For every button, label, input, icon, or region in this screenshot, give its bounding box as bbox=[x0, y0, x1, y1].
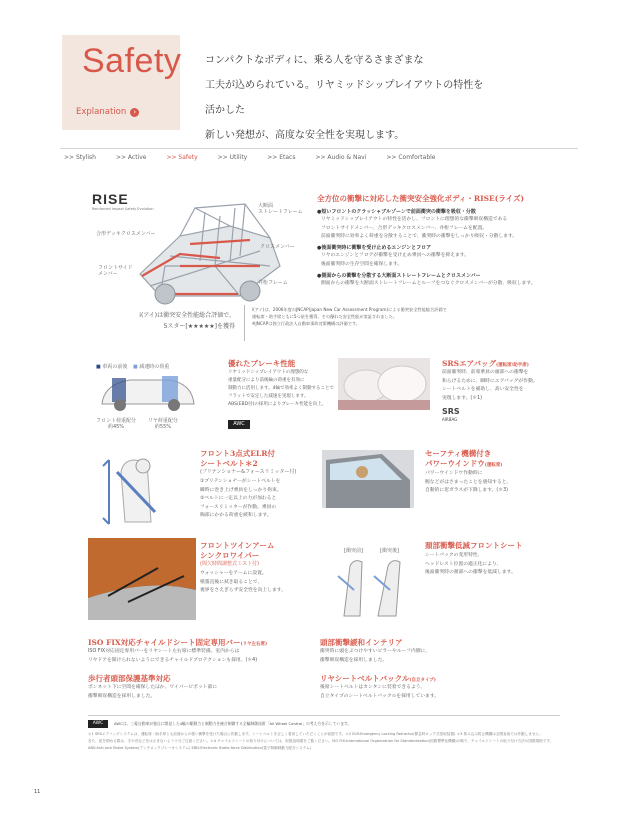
intro-line: コンパクトなボディに、乗る人を守るさまざまな bbox=[205, 55, 424, 66]
front-weight-ratio: フロント荷重配分 約45% bbox=[96, 418, 137, 430]
awc-badge: AWC bbox=[228, 420, 250, 429]
nav-item-audio-navi[interactable]: >> Audio & Navi bbox=[315, 154, 367, 161]
rise-subtitle: Reinforced Impact Safety Evolution bbox=[92, 207, 154, 211]
ncap-line-1: i(アイ)は衝突安全性能総合評価で、 bbox=[139, 312, 235, 319]
pedestrian-title: 歩行者頭部保護基準対応 bbox=[88, 674, 171, 683]
footer-awc-badge: AWC bbox=[88, 720, 108, 728]
rise-text-front: リヤミッドシップレイアウトの特性を活かし、フロントに理想的な衝撃吸収構造である フロントサイドメンバー、合形デッキクロスメンバー、井桁フレームを配置。 前面衝突時に効率よく荷重を分散することで、衝突時の衝撃をしっかり吸収・分散します。 bbox=[321, 217, 518, 239]
weight-distribution-illustration bbox=[92, 372, 202, 414]
nav-item-utility[interactable]: >> Utility bbox=[217, 154, 248, 161]
seatbelt-illustration bbox=[95, 452, 185, 530]
airbag-title-sub: (運転席/助手席) bbox=[495, 363, 529, 368]
legend-marker-light-icon: ■ bbox=[132, 364, 138, 370]
headrest-text: シートバックの変形特性、 ヘッドレスト位置の適正化により、 後面衝突時の頚部への衝撃を低減します。 bbox=[425, 553, 516, 575]
isofix-title-sub: (リヤ左右席) bbox=[240, 642, 268, 647]
ncap-rating bbox=[85, 310, 235, 332]
wiper-subtitle: (間欠時間調整式ミスト付) bbox=[200, 561, 259, 567]
srs-logo-sub: AIRBAG bbox=[442, 417, 458, 422]
airbag-photo bbox=[338, 358, 430, 410]
brake-legend bbox=[96, 364, 169, 370]
footer-divider bbox=[88, 715, 560, 716]
page-title: Safety bbox=[82, 42, 182, 80]
seatbelt-subtitle: (プリテンショナー&フォースリミッター付) bbox=[200, 469, 297, 475]
wiper-title-2: シンクロワイパー bbox=[200, 551, 260, 560]
brake-title: 優れたブレーキ性能 bbox=[228, 359, 296, 368]
airbag-title bbox=[442, 358, 529, 369]
interior-text: 衝突時に頭をぶつけやすいピラーやルーフ内側に、 衝撃吸収構造を採用しました。 bbox=[320, 649, 431, 663]
explanation-link[interactable] bbox=[76, 107, 139, 117]
rear-belt-title-sub: (自立タイプ) bbox=[409, 678, 436, 683]
window-title-sub: (運転席) bbox=[484, 463, 503, 468]
legend-marker-icon: ■ bbox=[96, 364, 101, 370]
rise-text-rear: リヤのエンジンとフロアが衝撃を受け止め乗員への衝撃を抑えます。 後面衝突時の生存空間を確保します。 bbox=[321, 253, 469, 267]
seatbelt-title-2: シートベルト＊2 bbox=[200, 459, 258, 468]
rise-bullet-side: ●側面からの衝撃を分散する大断面ストレートフレームとクロスメンバー bbox=[317, 273, 481, 279]
isofix-text: ISO FIX対応固定専用バーをリヤシート左右席に標準装備。室内からは リヤドアを開けられないようにできるチャイルドプロテクションも採用。(＊4) bbox=[88, 649, 258, 663]
rise-logo: RISE bbox=[92, 191, 129, 207]
wiper-photo bbox=[88, 538, 196, 620]
nav-item-safety[interactable]: >> Safety bbox=[166, 154, 198, 161]
window-title-2: パワーウインドウ bbox=[425, 459, 485, 468]
footer-awc-note: AWCは、三菱自動車が独自に開発した4輪の駆動力と制動力を統合制御する全輪制御技術「All Wheel Control」の考え方を示しています。 bbox=[114, 721, 352, 726]
ncap-note: i(アイ)は、2006年度のJNCAP(Japan New Car Assessment Program)による衝突安全性能総合評価で 運転席・助手席ともに5つ星を獲得。その優れた安全性能が実証されました。 ※JNCAPは独立行政法人自動車事故対策機構の評価です。 bbox=[252, 307, 447, 326]
nav-item-active[interactable]: >> Active bbox=[115, 154, 147, 161]
label-deck-cross-member: 合形デッキクロスメンバー bbox=[96, 231, 156, 237]
window-text: パワーウインドウ作動時に 腕などがはさまったことを感知すると、 自動的に窓ガラスが下降します。(＊3) bbox=[425, 471, 512, 493]
window-title: セーフティ機構付き bbox=[425, 449, 492, 458]
footer-notes: ＊1 SRSエアバッグシステムは、運転席・助手席とも前面からの強い衝撃を受けた場合に作動します。シートベルトを正しく着用していただくことが前提です。＊2 ELR:Emergency Locking Retractor(緊急時ロック式巻取装置) ＊3 挟み込み防止機構は全閉直前では作動しません。 また、窓を閉める際は、手や首などをはさまないよう十分ご注意ください。＊4 チャイルドシートの取り付けについては、取扱説明書をご覧ください。ISO FIX:International Organization for Standardization(国際標準化機構)の略で、チャイルドシートの取り付け方法の国際規格です。 ABS:Anti-lock Brake System(アンチロックブレーキシステム) EBD:Electronic Brake-force Distribution(電子制御制動力配分システム) bbox=[88, 732, 554, 750]
headrest-illustration bbox=[334, 556, 414, 622]
vertical-divider bbox=[244, 305, 245, 341]
brake-legend-off: 減速時の荷重 bbox=[139, 364, 170, 370]
seatbelt-text: ①プリテンショナーがシートベルトを 瞬時に巻き上げ乗員をしっかり拘束。 ②ベルトに一定以上の力が加わると フォースリミッターが作動。乗員の 胸部にかかる荷重を緩和します。 bbox=[200, 479, 282, 518]
rear-belt-title-main: リヤシートベルトバックル bbox=[320, 674, 410, 683]
label-after-impact: [衝突後] bbox=[380, 548, 399, 554]
rise-bullet-rear: ●後面衝突時に衝撃を受け止めるエンジンとフロア bbox=[317, 245, 432, 251]
wiper-text: ウォッシャーをアームに設置。 噴霧直後に拭き取ることで、 視界をさえぎらず安全性を向上します。 bbox=[200, 571, 286, 593]
page-number: 11 bbox=[34, 789, 41, 795]
power-window-photo bbox=[322, 450, 414, 508]
explanation-label: Explanation bbox=[76, 107, 127, 117]
brake-text: リヤミッドシップレイアウトの理想的な 重量配分により前後輪の荷重を有効に 制動力に活用します。4輪で効率よく制動することで フラットで安定した減速を実現します。 ABS(EBD付)の採用によりブレーキ性能を向上。 bbox=[228, 370, 335, 407]
nav-item-etacs[interactable]: >> Etacs bbox=[267, 154, 296, 161]
window-title-line2 bbox=[425, 458, 503, 469]
nav-divider bbox=[60, 148, 578, 149]
seatbelt-title: フロント3点式ELR付 bbox=[200, 449, 275, 458]
headrest-title: 頚部衝撃低減フロントシート bbox=[425, 541, 523, 550]
rise-text-side: 側面からの衝撃を大断面ストレートフレームとルーフをつなぐクロスメンバーが分散、吸収します。 bbox=[321, 281, 536, 286]
interior-title: 頭部衝撃緩和インテリア bbox=[320, 638, 403, 647]
rise-bullet-front: ●短いフロントのクラッシャブルゾーンで前面衝突の衝撃を吸収・分散 bbox=[317, 209, 476, 215]
label-rear-frame: 井桁フレーム bbox=[258, 280, 288, 286]
arrow-right-icon: › bbox=[130, 108, 139, 117]
nav-item-stylish[interactable]: >> Stylish bbox=[64, 154, 96, 161]
intro-line: 工夫が込められている。リヤミッドシップレイアウトの特性を活かした bbox=[205, 80, 484, 116]
label-straight-frame: 大断面 ストレートフレーム bbox=[258, 203, 303, 215]
isofix-title-main: ISO FIX対応チャイルドシート固定専用バー bbox=[88, 638, 241, 647]
wiper-title: フロントツインアーム bbox=[200, 541, 275, 550]
rear-belt-title bbox=[320, 673, 436, 684]
rise-title: 全方位の衝撃に対応した衝突安全強化ボディ・RISE(ライズ) bbox=[317, 194, 525, 203]
section-nav bbox=[64, 154, 436, 161]
pedestrian-text: ボンネット下に空間を確保したほか、ワイパーピボット部に 衝撃吸収構造を採用しました。 bbox=[88, 685, 218, 699]
isofix-title bbox=[88, 637, 267, 648]
intro-line: 新しい発想が、高度な安全性を実現します。 bbox=[205, 130, 405, 141]
airbag-text: 前面衝突時、前席乗員の頭部への衝撃を 和らげるために、瞬時にエアバッグが作動。 シートベルトを補助し、高い安全性を 実現します。(＊1) bbox=[442, 370, 538, 401]
rear-belt-text: 後席シートベルトはカンタンに装着できるよう、 自立タイプのシートベルトバックルを採用しています。 bbox=[320, 685, 440, 699]
rear-weight-ratio: リヤ荷重配分 約55% bbox=[148, 418, 178, 430]
srs-logo-text: SRS bbox=[442, 407, 460, 416]
label-before-impact: [衝突前] bbox=[344, 548, 363, 554]
airbag-title-main: SRSエアバッグ bbox=[442, 359, 496, 368]
brake-legend-on: 車両の前後 bbox=[102, 364, 128, 370]
intro-text bbox=[205, 48, 485, 148]
ncap-line-2: 5スター[★★★★★]を獲得 bbox=[163, 323, 235, 330]
label-cross-member: クロスメンバー bbox=[260, 244, 295, 250]
nav-item-comfortable[interactable]: >> Comfortable bbox=[386, 154, 436, 161]
label-front-side-member: フロントサイド メンバー bbox=[98, 265, 133, 277]
